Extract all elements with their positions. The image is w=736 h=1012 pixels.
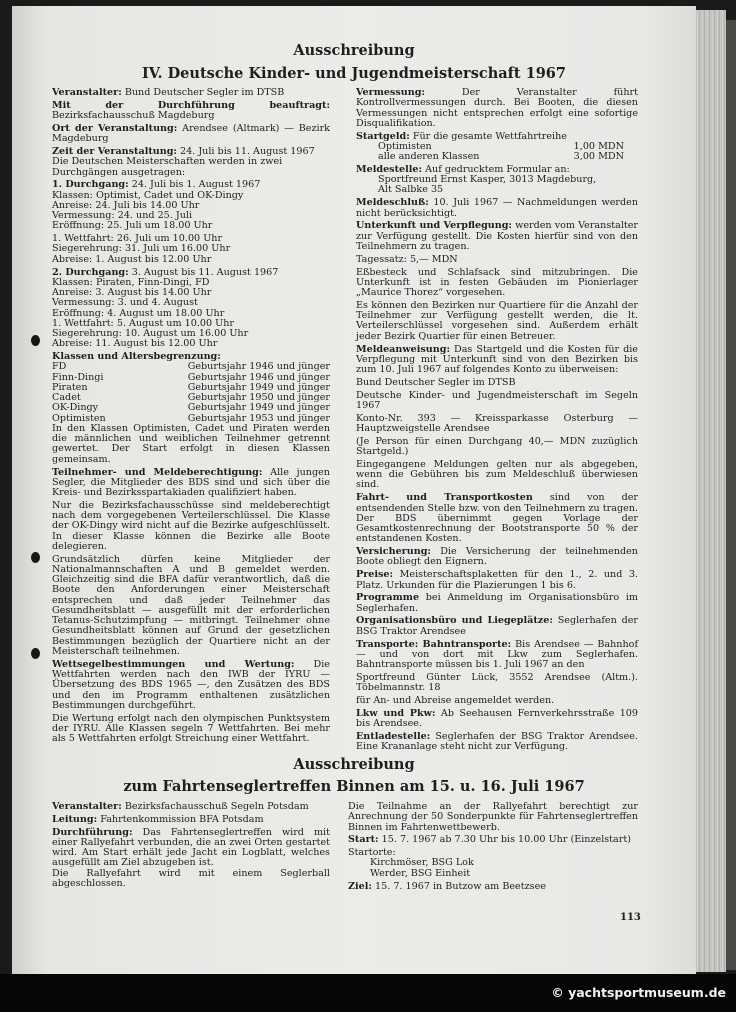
class-age-limit: Geburtsjahr 1949 und jünger (187, 402, 330, 414)
page-edges (696, 10, 726, 972)
paragraph (52, 468, 330, 499)
paragraph (356, 88, 638, 129)
paragraph-heading: Transporte: Bahntransporte: (356, 638, 512, 650)
section1-right-column (356, 88, 638, 755)
paragraph-text: (Je Person für einen Durchgang 40,— MDN zuzüglich Startgeld.) (356, 435, 638, 458)
paragraph (356, 198, 638, 219)
paragraph-text: 3. August bis 11. August 1967 (131, 266, 279, 278)
paragraph-text: sind von der entsendenden Stelle bzw. von den Teilnehmern zu tragen. Der BDS übernimmt gegen Vorlage der Gesamtkostenrechnung der Bootstransporte 50 % der entstandenen Kosten. (356, 492, 638, 545)
paragraph-heading: Startgeld: (356, 130, 410, 142)
paragraph-heading: Veranstalter: (52, 801, 122, 812)
text-line: 1. Wettfahrt: 5. August um 10.00 Uhr (52, 317, 234, 329)
class-name: OK-Dingy (52, 402, 99, 414)
indented-line: Alt Salbke 35 (378, 184, 444, 196)
paragraph-heading: 1. Durchgang: (52, 179, 129, 191)
paragraph-heading: Durchführung: (52, 826, 133, 838)
paragraph-text: Auf gedrucktem Formular an: (425, 163, 570, 175)
paragraph-text: 24. Juli bis 11. August 1967 (180, 146, 315, 158)
paragraph (52, 234, 330, 265)
paragraph (356, 493, 638, 544)
paragraph (356, 221, 638, 252)
paragraph-continuation: In den Klassen Optimisten, Cadet und Piraten werden die männlichen und weiblichen Teilnehmer getrennt gewertet. Der Start erfolgt in diesen Klassen gemeinsam. (52, 422, 330, 465)
paragraph-text: 10. Juli 1967 — Nachmeldungen werden nicht berücksichtigt. (356, 197, 638, 219)
class-name: FD (52, 361, 67, 373)
paragraph (356, 547, 638, 568)
indented-line: Sportfreund Ernst Kasper, 3013 Magdeburg, (378, 174, 597, 186)
class-name: Cadet (52, 392, 81, 404)
section1-title: Ausschreibung (293, 42, 415, 59)
paragraph (52, 88, 330, 98)
paragraph-heading: Programme (356, 592, 420, 604)
paragraph-text: Für die gesamte Wettfahrtreihe (412, 130, 567, 142)
paragraph-heading: Mit der Durchführung beauftragt: (52, 99, 330, 111)
paragraph-text: werden vom Veranstalter zur Verfügung gestellt. Die Kosten hierfür sind von den Teilnehmern zu tragen. (356, 220, 639, 252)
paragraph-heading: Entladestelle: (356, 730, 431, 742)
paragraph-text: Nur die Bezirksfachausschüsse sind meldeberechtigt nach dem vorgegebenen Verteilerschlüssel. Die Klasse der OK-Dingy wird nicht auf die Bezirke aufgeschlüsselt. In dieser Klasse können die Bezirke alle Boote delegieren. (52, 499, 330, 552)
class-age-limit: Geburtsjahr 1949 und jünger (187, 381, 330, 393)
paragraph (356, 255, 638, 265)
fee-amount: 3,00 MDN (573, 151, 624, 163)
section2-subtitle: zum Fahrtenseglertreffen Binnen am 15. u. 16. Juli 1967 (123, 778, 585, 795)
class-age-limit: Geburtsjahr 1953 und jünger (187, 412, 330, 424)
paragraph-heading: 2. Durchgang: (52, 266, 129, 278)
paragraph (356, 732, 638, 753)
watermark: © yachtsportmuseum.de (551, 985, 726, 1000)
paragraph (52, 660, 330, 711)
paragraph (348, 848, 638, 879)
paragraph (356, 301, 638, 342)
paragraph (52, 124, 330, 145)
class-name: Finn-Dingi (52, 371, 104, 383)
paragraph-text: Ab Seehausen Fernverkehrsstraße 109 bis Arendsee. (356, 707, 639, 730)
text-line: Anreise: 3. August bis 14.00 Uhr (52, 287, 212, 299)
text-line: Klassen: Optimist, Cadet und OK-Dingy (52, 189, 244, 201)
text-line: Vermessung: 3. und 4. August (52, 297, 198, 309)
text-line: Anreise: 24. Juli bis 14.00 Uhr (52, 199, 200, 211)
paragraph-text: Die Versicherung der teilnehmenden Boote obliegt den Eignern. (356, 546, 638, 568)
text-line: Abreise: 1. August bis 12.00 Uhr (52, 253, 212, 265)
paragraph-heading: Veranstalter: (52, 87, 122, 98)
text-line: Vermessung: 24. und 25. Juli (52, 210, 193, 222)
text-line: 1. Wettfahrt: 26. Juli um 10.00 Uhr (52, 233, 223, 245)
paragraph-text: für An- und Abreise angemeldet werden. (356, 694, 555, 706)
paragraph (348, 802, 638, 833)
paragraph-heading: Ziel: (348, 880, 372, 892)
paragraph-heading: Ort der Veranstaltung: (52, 122, 178, 134)
paragraph (52, 101, 330, 122)
paragraph (356, 696, 638, 706)
paragraph-text: Fahrtenkommission BFA Potsdam (100, 813, 264, 825)
paragraph-text: 15. 7. 1967 in Butzow am Beetzsee (375, 880, 546, 892)
section2-left-column (52, 802, 330, 892)
paragraph-heading: Lkw und Pkw: (356, 707, 436, 719)
paragraph-text: Die Teilnahme an der Rallyefahrt berechtigt zur Anrechnung der 50 Sonderpunkte für Fahrtenseglertreffen Binnen im Fahrtenwettbewerb. (348, 801, 638, 833)
paragraph-heading: Start: (348, 834, 379, 846)
paragraph (52, 802, 330, 812)
class-name: Optimisten (52, 412, 106, 424)
paragraph-text: Startorte: (348, 847, 396, 859)
paragraph-heading: Klassen und Altersbegrenzung: (52, 351, 221, 363)
fee-class: Optimisten (378, 140, 432, 152)
paragraph-text: Sportfreund Günter Lück, 3552 Arendsee (Altm.). Töbelmannstr. 18 (356, 671, 638, 694)
class-age-limit: Geburtsjahr 1950 und jünger (187, 392, 330, 404)
paragraph-text: Es können den Bezirken nur Quartiere für die Anzahl der Teilnehmer zur Verfügung gestellt werden, die lt. Verteilerschlüssel vorgesehen sind. Außerdem erhält jeder Bezirk Quartier für einen Betreuer. (356, 299, 638, 342)
paragraph (356, 414, 638, 435)
paragraph (356, 673, 638, 694)
paragraph (348, 882, 638, 892)
paragraph-heading: Unterkunft und Verpflegung: (356, 220, 512, 232)
text-line: Siegerehrung: 31. Juli um 16.00 Uhr (52, 243, 231, 255)
paragraph (356, 132, 638, 163)
paragraph-text: Bezirksfachausschuß Magdeburg (52, 110, 215, 122)
paragraph-heading: Leitung: (52, 813, 98, 825)
paragraph-text: Bis Arendsee — Bahnhof — und von dort mit Lkw zum Seglerhafen. Bahntransporte müssen bis 1. Juli 1967 an den (356, 638, 638, 671)
text-line: Klassen: Piraten, Finn-Dingi, FD (52, 276, 210, 288)
paragraph (52, 501, 330, 552)
paragraph-text: Alle jungen Segler, die Mitglieder des BDS sind und sich über die Kreis- und Bezirksspartakiaden qualifiziert haben. (52, 466, 330, 498)
paragraph-text: Eßbesteck und Schlafsack sind mitzubringen. Die Unterkunft ist in festen Gebäuden im Pionierlager „Maurice Thorez“ vorgesehen. (356, 266, 638, 299)
paragraph (52, 352, 330, 465)
paragraph-text: Seglerhafen der BSG Traktor Arendsee (356, 615, 638, 637)
paragraph-text: Bund Deutscher Segler im DTSB (124, 87, 285, 98)
paragraph (52, 268, 330, 350)
section2-right-column (348, 802, 638, 894)
paragraph (348, 835, 638, 845)
paragraph-heading: Fahrt- und Transportkosten (356, 492, 533, 504)
paragraph (52, 828, 330, 890)
paragraph (356, 437, 638, 458)
paragraph-text: bei Anmeldung im Organisationsbüro im Seglerhafen. (356, 592, 638, 614)
text-line: Eröffnung: 25. Juli um 18.00 Uhr (52, 220, 213, 232)
class-age-limit: Geburtsjahr 1946 und jünger (187, 371, 330, 383)
paragraph-text: Tagessatz: 5,— MDN (356, 253, 458, 265)
paragraph-text: Meisterschaftsplaketten für den 1., 2. und 3. Platz. Urkunden für die Plazierungen 1 bis 6. (356, 569, 638, 591)
paragraph (356, 391, 638, 412)
section1-subtitle: IV. Deutsche Kinder- und Jugendmeisterschaft 1967 (142, 65, 566, 82)
paragraph-text: Der Veranstalter führt Kontrollvermessungen durch. Bei Booten, die diesen Vermessungen nicht entsprechen erfolgt eine sofortige Disqualifikation. (356, 87, 638, 129)
paragraph (356, 640, 638, 671)
paragraph-text: Die Wettfahrten werden nach den IWB der IYRU — Übersetzung des BDS 1965 —, den Zusätzen des BDS und den im Programm enthaltenen zusätzlichen Bestimmungen durchgeführt. (52, 658, 330, 711)
paragraph-heading: Organisationsbüro und Liegeplätze: (356, 615, 553, 627)
indented-line: Werder, BSG Einheit (370, 867, 471, 879)
indented-line: Kirchmöser, BSG Lok (370, 857, 474, 869)
paragraph-text: 15. 7. 1967 ab 7.30 Uhr bis 10.00 Uhr (Einzelstart) (381, 834, 631, 846)
binding-hole (31, 648, 40, 659)
paragraph-heading: Zeit der Veranstaltung: (52, 146, 177, 158)
paragraph-heading: Vermessung: (356, 87, 425, 98)
paragraph-text: Bezirksfachausschuß Segeln Potsdam (124, 801, 309, 812)
text-line: Eröffnung: 4. August um 18.00 Uhr (52, 307, 225, 319)
section1-left-column (52, 88, 330, 747)
paragraph (356, 570, 638, 591)
paragraph (356, 165, 638, 196)
binding-hole (31, 335, 40, 346)
paragraph (52, 180, 330, 231)
paragraph-text: 24. Juli bis 1. August 1967 (131, 179, 261, 191)
text-line: Siegerehrung: 10. August um 16.00 Uhr (52, 328, 249, 340)
fee-amount: 1,00 MDN (573, 140, 624, 152)
paragraph (52, 555, 330, 658)
class-age-limit: Geburtsjahr 1946 und jünger (187, 361, 330, 373)
class-name: Piraten (52, 381, 88, 393)
page-number: 113 (620, 912, 641, 923)
paragraph (356, 345, 638, 376)
text-line: Abreise: 11. August bis 12.00 Uhr (52, 338, 218, 350)
paragraph-text: Das Startgeld und die Kosten für die Verpflegung mit Unterkunft sind von den Bezirken bis zum 10. Juli 1967 auf folgendes Konto zu überweisen: (356, 343, 638, 375)
paragraph (356, 268, 638, 299)
paragraph-heading: Meldeanweisung: (356, 343, 450, 355)
paragraph-text: Konto-Nr. 393 — Kreissparkasse Osterburg — Hauptzweigstelle Arendsee (356, 412, 638, 435)
paragraph (356, 709, 638, 730)
paragraph-continuation: Die Rallyefahrt wird mit einem Seglerball abgeschlossen. (52, 867, 330, 889)
paragraph (356, 593, 638, 614)
paragraph-heading: Meldestelle: (356, 163, 423, 175)
section2-title: Ausschreibung (293, 756, 415, 773)
fee-class: alle anderen Klassen (378, 151, 480, 163)
paragraph-text: Das Fahrtenseglertreffen wird mit einer Rallyefahrt verbunden, die an zwei Orten gestartet wird. Am Start erhält jede Jacht ein Logblatt, welches ausgefüllt am Ziel abzugeben ist. (52, 826, 330, 869)
paragraph-text: Arendsee (Altmark) — Bezirk Magdeburg (52, 122, 330, 145)
paragraph (356, 616, 638, 637)
binding-hole (31, 552, 40, 563)
paragraph-text: Grundsätzlich dürfen keine Mitglieder der Nationalmannschaften A und B gemeldet werden. Gleichzeitig sind die BFA dafür verantwortlich, daß die Boote den Anforderungen einer Meisterschaft entsprechen und daß jeder Teilnehmer das Gesundheitsblatt — ausgefüllt mit der erforderlichen Tetanus-Schutzimpfung — mitbringt. Teilnehmer ohne Gesundheitsblatt können auf Grund der gesetzlichen Bestimmungen bezüglich der Quartiere nicht an der Meisterschaft teilnehmen. (52, 553, 330, 657)
paragraph-text: Deutsche Kinder- und Jugendmeisterschaft im Segeln 1967 (356, 389, 638, 411)
paragraph (52, 815, 330, 825)
text-line: Die Deutschen Meisterschaften werden in zwei Durchgängen ausgetragen: (52, 156, 283, 178)
paragraph-text: Eingegangene Meldungen gelten nur als abgegeben, wenn die Gebühren bis zum Meldeschluß überwiesen sind. (356, 458, 638, 491)
paragraph-heading: Wettsegelbestimmungen und Wertung: (52, 658, 295, 670)
paragraph (52, 714, 330, 745)
paragraph (356, 460, 638, 491)
paragraph-text: Seglerhafen der BSG Traktor Arendsee. Eine Krananlage steht nicht zur Verfügung. (356, 730, 638, 753)
document-page (12, 6, 696, 974)
paragraph-heading: Versicherung: (356, 546, 431, 558)
paragraph (356, 378, 638, 388)
paragraph-text: Bund Deutscher Segler im DTSB (356, 376, 516, 388)
paragraph (52, 147, 330, 178)
paragraph-heading: Teilnehmer- und Meldeberechtigung: (52, 466, 263, 478)
paragraph-heading: Meldeschluß: (356, 197, 429, 209)
paragraph-heading: Preise: (356, 569, 394, 581)
book-cover-edge (726, 20, 736, 970)
paragraph-text: Die Wertung erfolgt nach den olympischen Punktsystem der IYRU. Alle Klassen segeln 7 Wettfahrten. Bei mehr als 5 Wettfahrten erfolgt Streichung einer Wettfahrt. (52, 712, 330, 745)
fee-row (356, 152, 638, 162)
